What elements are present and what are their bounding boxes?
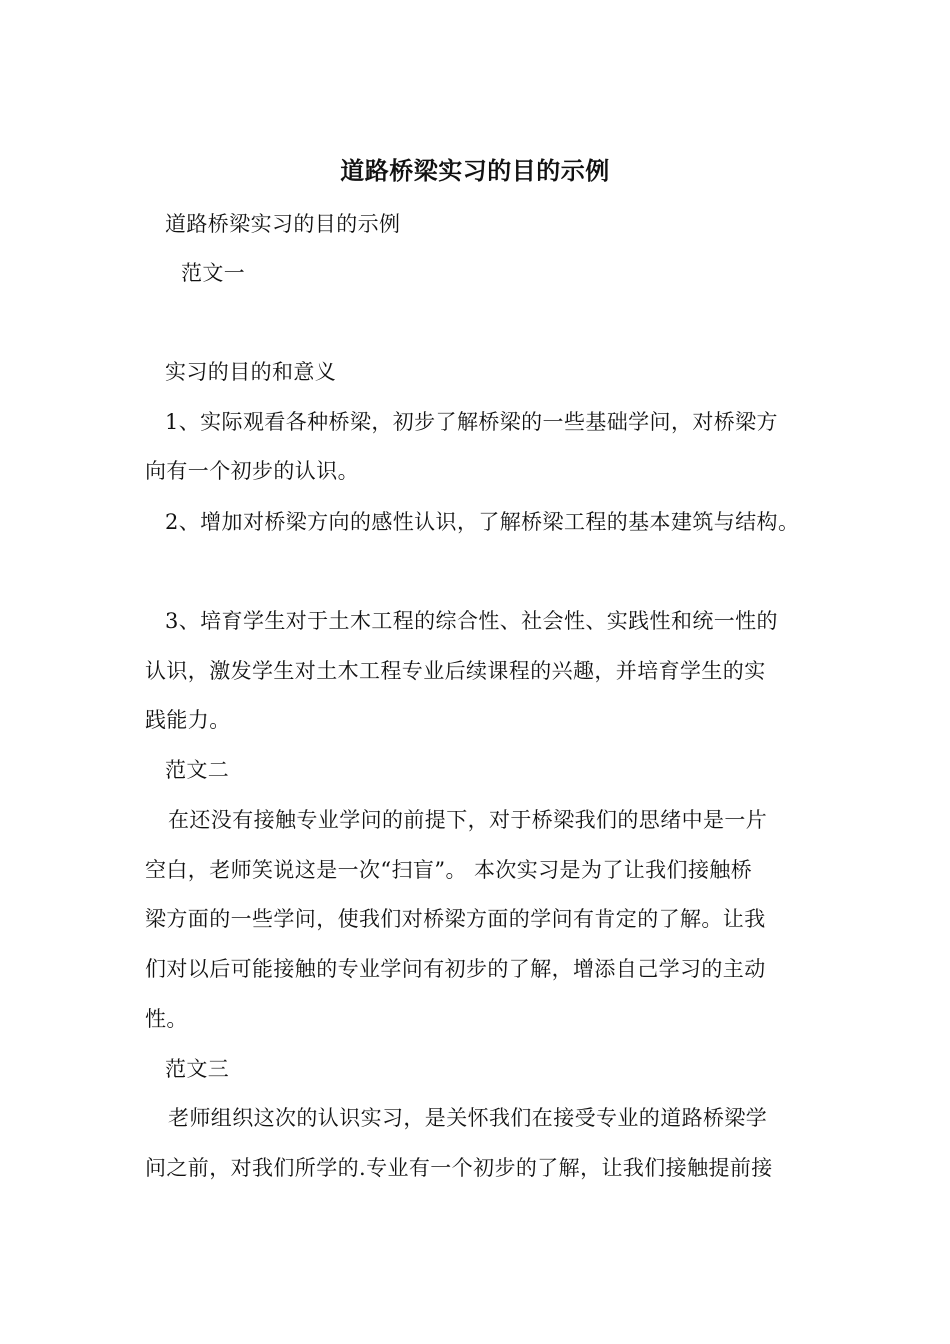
text-line: 3、培育学生对于土木工程的综合性、社会性、实践性和统一性的 xyxy=(165,609,778,633)
text-line: 问之前，对我们所学的.专业有一个初步的了解，让我们接触提前接 xyxy=(145,1156,773,1180)
text-line: 们对以后可能接触的专业学问有初步的了解，增添自己学习的主动 xyxy=(145,957,766,981)
text-line: 践能力。 xyxy=(145,708,231,732)
text-line: 2、增加对桥梁方向的感性认识，了解桥梁工程的基本建筑与结构。 xyxy=(165,510,800,534)
document-title: 道路桥梁实习的目的示例 xyxy=(340,156,610,185)
text-line: 空白，老师笑说这是一次“扫盲”。 本次实习是为了让我们接触桥 xyxy=(145,858,753,882)
text-line: 1、实际观看各种桥梁，初步了解桥梁的一些基础学问，对桥梁方 xyxy=(165,410,778,434)
text-line: 认识，激发学生对土木工程专业后续课程的兴趣，并培育学生的实 xyxy=(145,659,766,683)
text-line: 老师组织这次的认识实习，是关怀我们在接受专业的道路桥梁学 xyxy=(168,1106,768,1130)
text-line: 范文二 xyxy=(165,758,230,782)
text-line: 实习的目的和意义 xyxy=(165,360,337,384)
text-line: 范文三 xyxy=(165,1057,230,1081)
text-line: 性。 xyxy=(145,1007,188,1031)
text-line: 在还没有接触专业学问的前提下，对于桥梁我们的思绪中是一片 xyxy=(168,808,768,832)
text-line: 范文一 xyxy=(181,261,246,285)
text-line: 梁方面的一些学问，使我们对桥梁方面的学问有肯定的了解。让我 xyxy=(145,907,766,931)
text-line: 向有一个初步的认识。 xyxy=(145,459,359,483)
text-line: 道路桥梁实习的目的示例 xyxy=(165,212,401,236)
